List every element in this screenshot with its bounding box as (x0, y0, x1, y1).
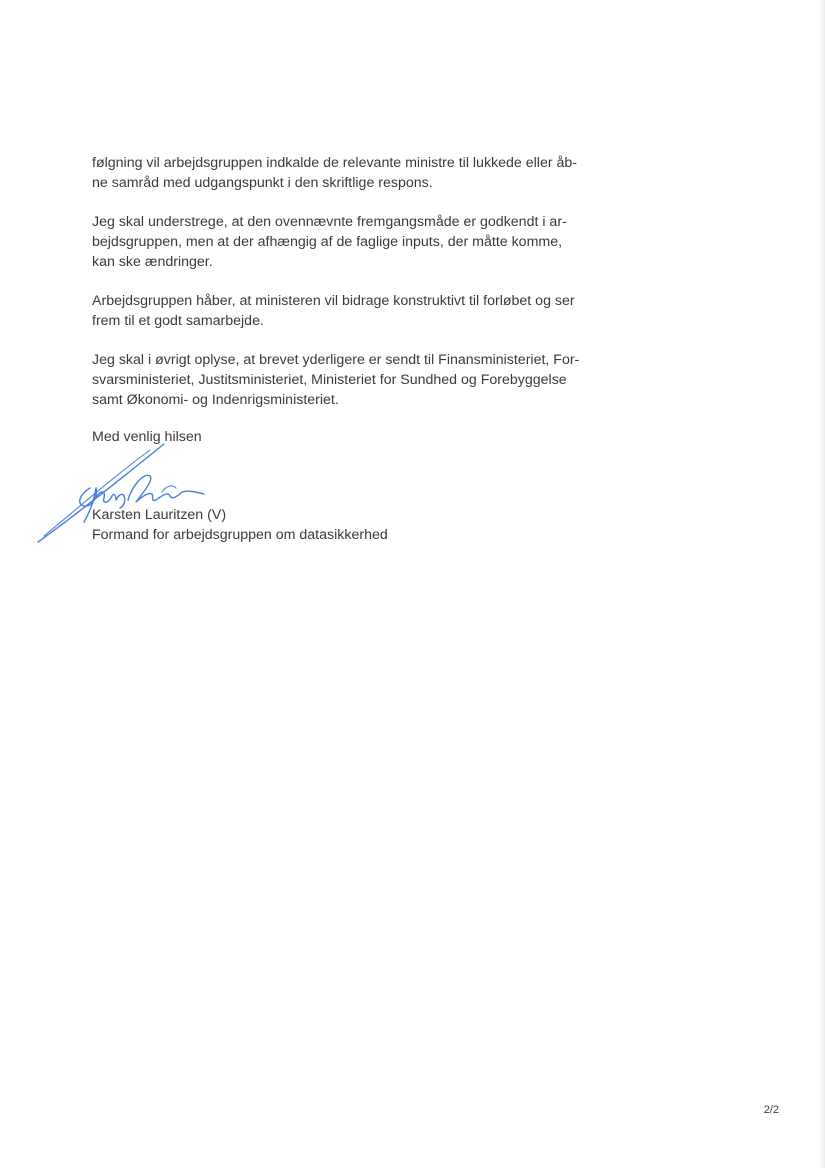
text-line: følgning vil arbejdsgruppen indkalde de relevante ministre til lukkede eller åb- (92, 155, 578, 171)
paragraph-1 (92, 153, 582, 193)
text-line: bejdsgruppen, men at der afhængig af de faglige inputs, der måtte komme, (92, 234, 563, 250)
paragraph-2 (92, 212, 582, 272)
text-line: svarsministeriet, Justitsministeriet, Ministeriet for Sundhed og Forebyggelse (92, 372, 567, 388)
text-line: samt Økonomi- og Indenrigsministeriet. (92, 392, 339, 408)
text-line: Jeg skal understrege, at den ovennævnte fremgangsmåde er godkendt i ar- (92, 214, 567, 230)
text-line: Arbejdsgruppen håber, at ministeren vil bidrage konstruktivt til forløbet og ser (92, 293, 575, 309)
paragraph-3 (92, 291, 582, 331)
page-number: 2/2 (763, 1104, 779, 1116)
signer-title: Formand for arbejdsgruppen om datasikkerhed (92, 527, 388, 543)
signer-block (92, 505, 388, 545)
page-edge (819, 0, 825, 1168)
text-line: kan ske ændringer. (92, 254, 213, 270)
text-line: ne samråd med udgangspunkt i den skriftlige respons. (92, 175, 433, 191)
text-line: Jeg skal i øvrigt oplyse, at brevet yderligere er sendt til Finansministeriet, For- (92, 352, 580, 368)
signer-name: Karsten Lauritzen (V) (92, 507, 227, 523)
letter-body (92, 153, 582, 429)
text-line: frem til et godt samarbejde. (92, 313, 264, 329)
paragraph-4 (92, 350, 582, 410)
closing-salutation: Med venlig hilsen (92, 429, 202, 445)
